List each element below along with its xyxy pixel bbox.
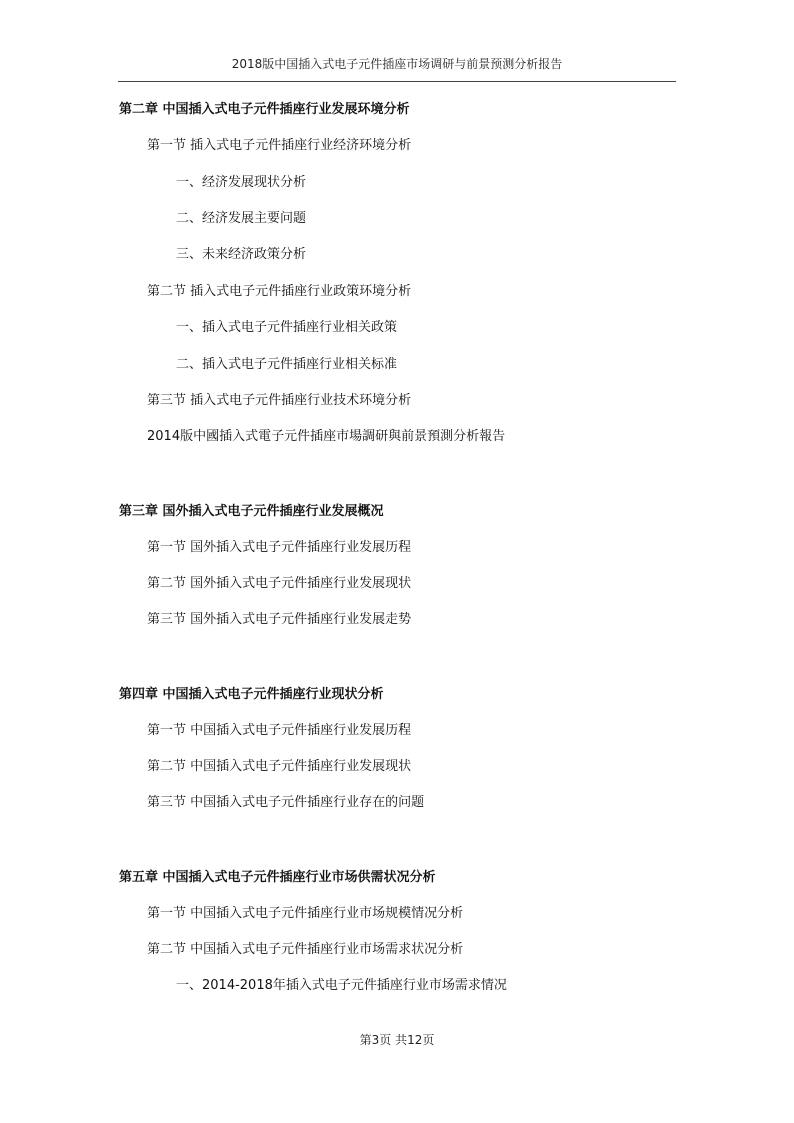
ch2-s2-item-2: 二、插入式电子元件插座行业相关标准 bbox=[176, 357, 398, 372]
ch5-section-2: 第二节 中国插入式电子元件插座行业市场需求状况分析 bbox=[147, 942, 464, 957]
ch2-section-3: 第三节 插入式电子元件插座行业技术环境分析 bbox=[147, 393, 412, 408]
ch2-section-2: 第二节 插入式电子元件插座行业政策环境分析 bbox=[147, 284, 412, 299]
ch4-section-3: 第三节 中国插入式电子元件插座行业存在的问题 bbox=[147, 795, 425, 810]
running-header: 2018版中国插入式电子元件插座市场调研与前景预测分析报告 bbox=[231, 57, 563, 71]
ch2-s2-item-1: 一、插入式电子元件插座行业相关政策 bbox=[176, 320, 398, 335]
ch5-section-1: 第一节 中国插入式电子元件插座行业市场规模情况分析 bbox=[147, 906, 464, 921]
chapter-4-heading: 第四章 中国插入式电子元件插座行业现状分析 bbox=[119, 687, 384, 702]
ch4-section-1: 第一节 中国插入式电子元件插座行业发展历程 bbox=[147, 723, 412, 738]
ch3-section-3: 第三节 国外插入式电子元件插座行业发展走势 bbox=[147, 612, 412, 627]
ch5-s2-item-1: 一、2014-2018年插入式电子元件插座行业市场需求情况 bbox=[176, 978, 507, 993]
ch3-section-2: 第二节 国外插入式电子元件插座行业发展现状 bbox=[147, 576, 412, 591]
ch3-section-1: 第一节 国外插入式电子元件插座行业发展历程 bbox=[147, 540, 412, 555]
header-divider bbox=[118, 81, 676, 82]
ch2-section-1: 第一节 插入式电子元件插座行业经济环境分析 bbox=[147, 138, 412, 153]
page-number: 第3页 共12页 bbox=[359, 1033, 435, 1047]
ch4-section-2: 第二节 中国插入式电子元件插座行业发展现状 bbox=[147, 759, 412, 774]
ch2-s1-item-1: 一、经济发展现状分析 bbox=[176, 175, 307, 190]
chapter-5-heading: 第五章 中国插入式电子元件插座行业市场供需状况分析 bbox=[119, 870, 436, 885]
chapter-3-heading: 第三章 国外插入式电子元件插座行业发展概况 bbox=[119, 504, 384, 519]
ch2-s1-item-3: 三、未来经济政策分析 bbox=[176, 247, 307, 262]
ch2-s1-item-2: 二、经济发展主要问题 bbox=[176, 211, 307, 226]
report-title-note: 2014版中國插入式電子元件插座市場調研與前景預測分析報告 bbox=[147, 429, 506, 444]
chapter-2-heading: 第二章 中国插入式电子元件插座行业发展环境分析 bbox=[119, 102, 410, 117]
